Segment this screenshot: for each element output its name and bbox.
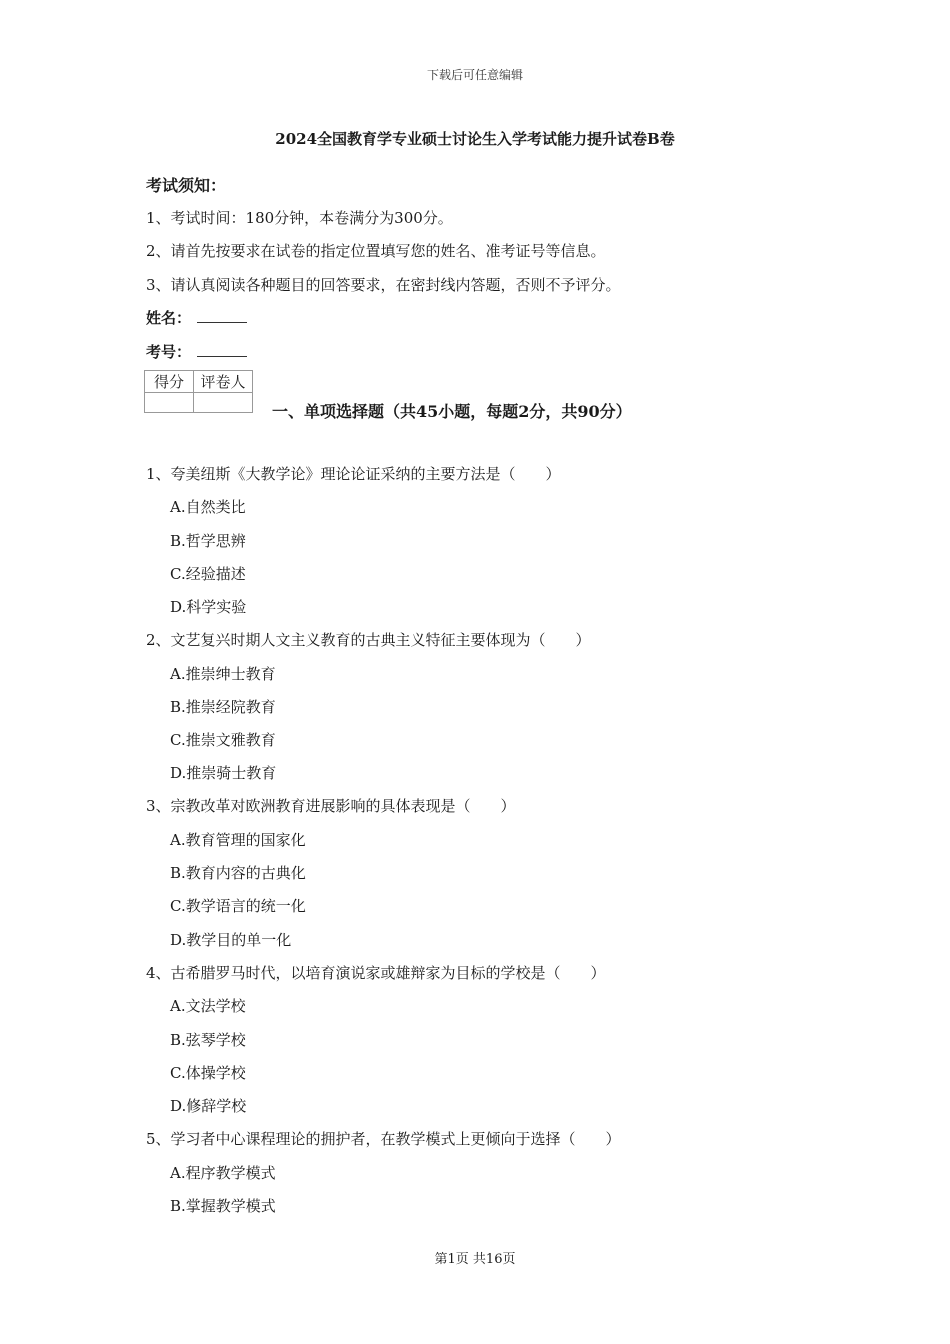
question-1: 1、夸美纽斯《大教学论》理论论证采纳的主要方法是（ ） xyxy=(146,465,561,483)
question-5-option-b: B.掌握教学模式 xyxy=(170,1197,276,1215)
question-4-option-a: A.文法学校 xyxy=(170,997,246,1015)
question-1-option-d: D.科学实验 xyxy=(170,598,247,616)
question-2-option-d: D.推崇骑士教育 xyxy=(170,764,277,782)
name-blank[interactable] xyxy=(197,308,247,323)
question-4-option-c: C.体操学校 xyxy=(170,1064,246,1082)
score-cell[interactable] xyxy=(145,393,194,413)
question-1-option-c: C.经验描述 xyxy=(170,565,246,583)
score-table xyxy=(144,370,253,413)
page-footer: 第1页 共16页 xyxy=(434,1252,516,1267)
exam-title: 2024全国教育学专业硕士讨论生入学考试能力提升试卷B卷 xyxy=(275,130,675,148)
question-1-option-a: A.自然类比 xyxy=(170,498,246,516)
question-1-option-b: B.哲学思辨 xyxy=(170,532,246,550)
question-5-option-a: A.程序教学模式 xyxy=(170,1164,276,1182)
name-field xyxy=(146,307,247,328)
header-note: 下载后可任意编辑 xyxy=(426,68,523,82)
question-2: 2、文艺复兴时期人文主义教育的古典主义特征主要体现为（ ） xyxy=(146,631,591,649)
question-4-option-b: B.弦琴学校 xyxy=(170,1031,246,1049)
notice-item-2: 2、请首先按要求在试卷的指定位置填写您的姓名、准考证号等信息。 xyxy=(146,242,606,260)
question-2-option-c: C.推崇文雅教育 xyxy=(170,731,276,749)
name-label: 姓名： xyxy=(146,309,192,327)
notice-heading: 考试须知： xyxy=(146,176,227,195)
question-3-option-d: D.教学目的单一化 xyxy=(170,931,292,949)
question-3-option-b: B.教育内容的古典化 xyxy=(170,864,306,882)
notice-item-1: 1、考试时间：180分钟，本卷满分为300分。 xyxy=(146,209,453,227)
question-3-option-a: A.教育管理的国家化 xyxy=(170,831,306,849)
question-4: 4、古希腊罗马时代，以培育演说家或雄辩家为目标的学校是（ ） xyxy=(146,964,606,982)
number-field xyxy=(146,341,247,362)
question-2-option-a: A.推崇绅士教育 xyxy=(170,665,276,683)
number-blank[interactable] xyxy=(197,342,247,357)
number-label: 考号： xyxy=(146,343,192,361)
question-3-option-c: C.教学语言的统一化 xyxy=(170,897,306,915)
notice-item-3: 3、请认真阅读各种题目的回答要求，在密封线内答题，否则不予评分。 xyxy=(146,276,621,294)
question-2-option-b: B.推崇经院教育 xyxy=(170,698,276,716)
section-heading: 一、单项选择题（共45小题，每题2分，共90分） xyxy=(272,402,632,421)
grader-cell[interactable] xyxy=(194,393,253,413)
question-4-option-d: D.修辞学校 xyxy=(170,1097,247,1115)
question-5: 5、学习者中心课程理论的拥护者，在教学模式上更倾向于选择（ ） xyxy=(146,1130,621,1148)
question-3: 3、宗教改革对欧洲教育进展影响的具体表现是（ ） xyxy=(146,797,516,815)
grader-header: 评卷人 xyxy=(194,371,253,393)
score-header: 得分 xyxy=(145,371,194,393)
